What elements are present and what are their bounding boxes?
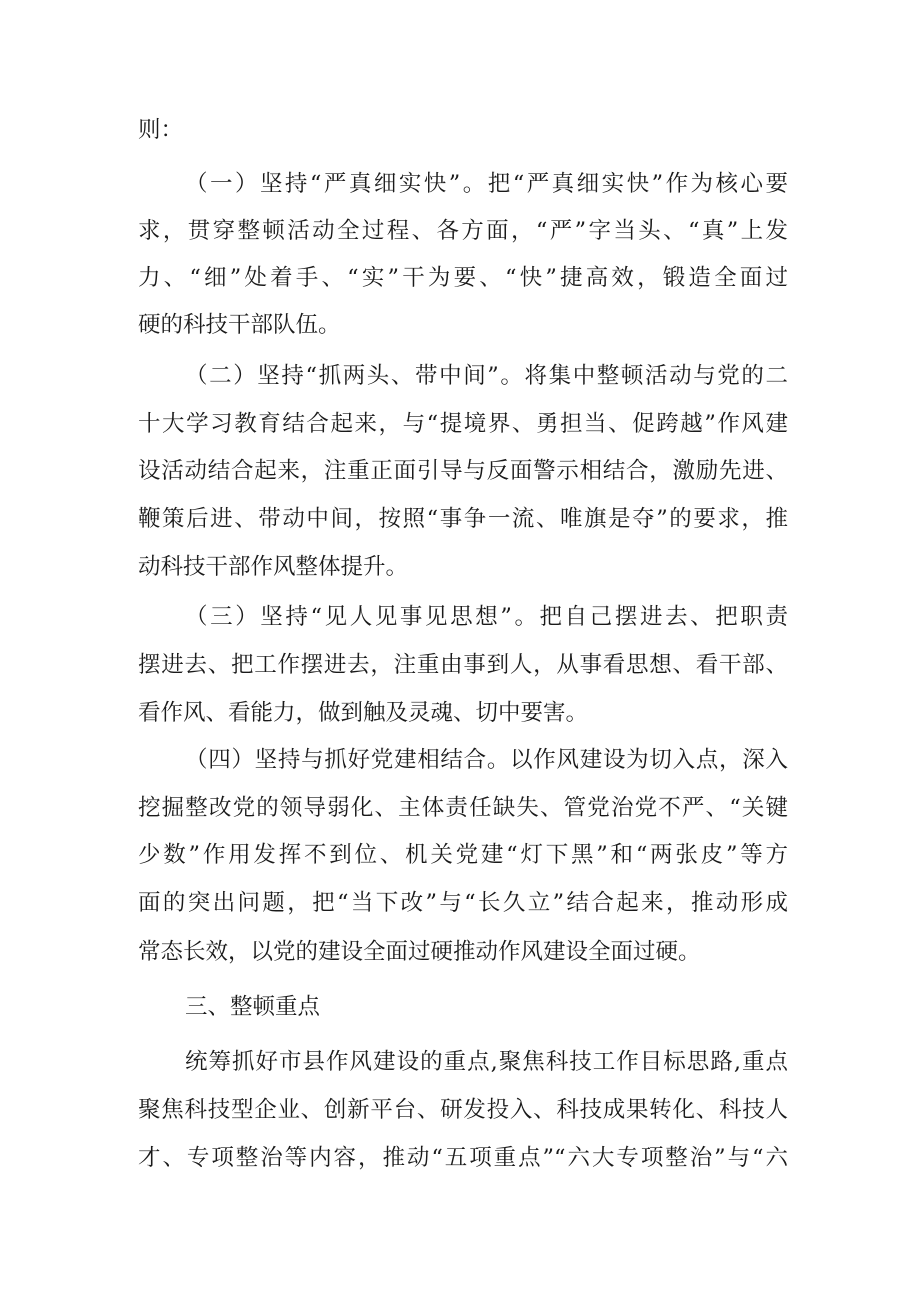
text-line: 求，贯穿整顿活动全过程、各方面，“严”字当头、“真”上发	[138, 218, 788, 244]
text-line: 面的突出问题，把“当下改”与“长久立”结合起来，推动形成	[138, 890, 788, 916]
text-line: 力、“细”处着手、“实”干为要、“快”捷高效，锻造全面过	[138, 265, 788, 291]
text-line: 统筹抓好市县作风建设的重点,聚焦科技工作目标思路,重点	[185, 1049, 788, 1075]
section-heading: 三、整顿重点	[185, 994, 321, 1020]
text-line: 挖掘整改党的领导弱化、主体责任缺失、管党治党不严、“关键	[138, 795, 788, 821]
text-line: （一）坚持“严真细实快”。把“严真细实快”作为核心要	[185, 171, 788, 197]
text-line: 才、专项整治等内容，推动“五项重点”“六大专项整治”与“六	[138, 1145, 788, 1171]
text-line: 摆进去、把工作摆进去，注重由事到人，从事看思想、看干部、	[138, 652, 788, 678]
text-line: 常态长效，以党的建设全面过硬推动作风建设全面过硬。	[138, 939, 701, 965]
text-line: 十大学习教育结合起来，与“提境界、勇担当、促跨越”作风建	[138, 411, 788, 437]
text-line: 设活动结合起来，注重正面引导与反面警示相结合，激励先进、	[138, 458, 788, 484]
text-line: 动科技干部作风整体提升。	[138, 554, 409, 580]
text-line: 聚焦科技型企业、创新平台、研发投入、科技成果转化、科技人	[138, 1097, 788, 1123]
text-line: 则：	[138, 117, 184, 143]
text-line: 硬的科技干部队伍。	[138, 312, 341, 338]
text-line: （三）坚持“见人见事见思想”。把自己摆进去、把职责	[185, 604, 788, 630]
text-line: 看作风、看能力，做到触及灵魂、切中要害。	[138, 700, 589, 726]
text-line: 鞭策后进、带动中间，按照“事争一流、唯旗是夺”的要求，推	[138, 506, 788, 532]
text-line: （二）坚持“抓两头、带中间”。将集中整顿活动与党的二	[185, 363, 788, 389]
text-line: 少数”作用发挥不到位、机关党建“灯下黑”和“两张皮”等方	[138, 842, 788, 868]
text-line: （四）坚持与抓好党建相结合。以作风建设为切入点，深入	[185, 747, 788, 773]
